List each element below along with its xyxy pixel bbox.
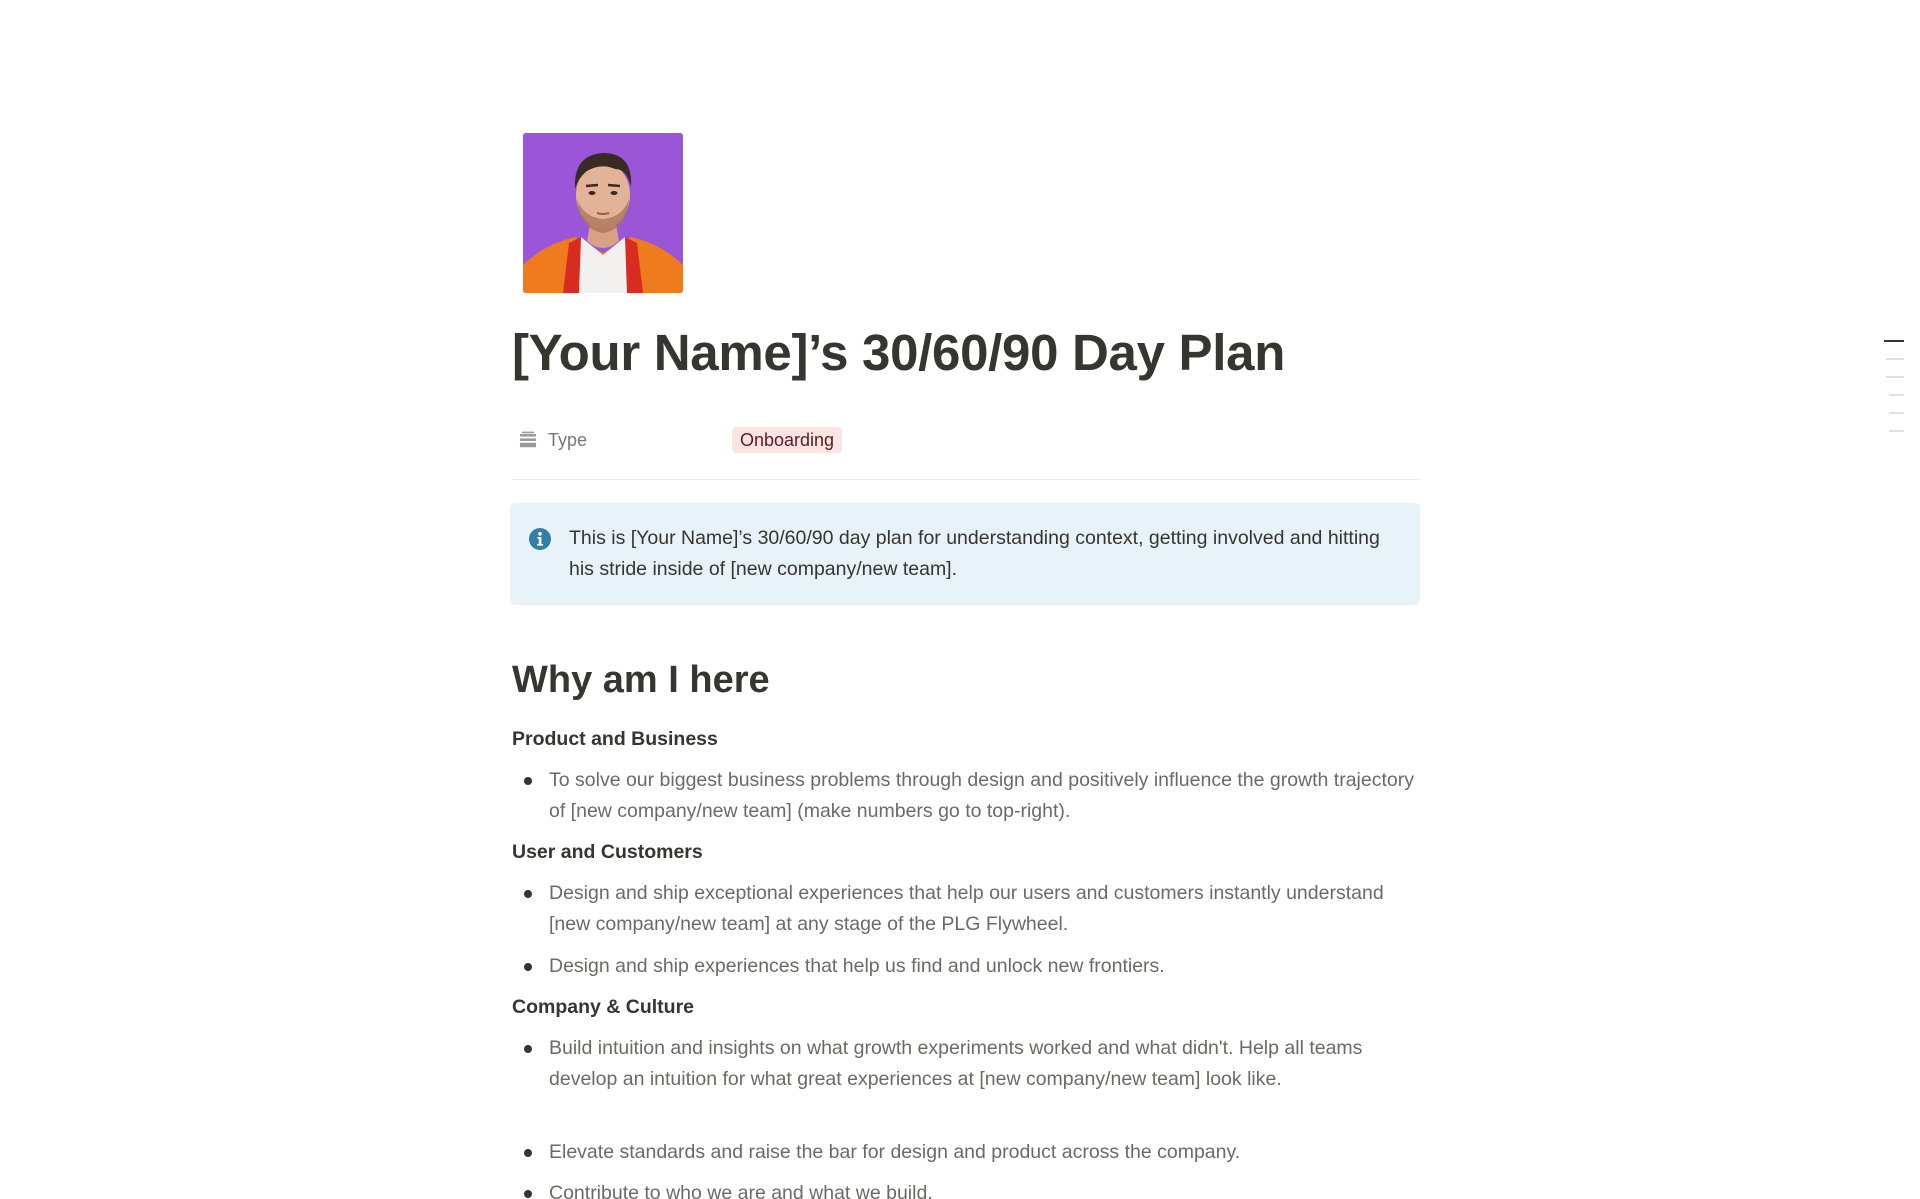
list-item-text: Design and ship exceptional experiences that help our users and customers instantly understand [new company/new team] at any stage of the PLG Flywheel.	[549, 882, 1384, 935]
table-of-contents-minimap[interactable]	[1880, 340, 1904, 448]
toc-entry[interactable]	[1889, 412, 1904, 414]
subheading-company-culture[interactable]: Company & Culture	[512, 996, 695, 1018]
list-icon	[518, 430, 538, 450]
list-item-text: Contribute to who we are and what we build.	[549, 1182, 933, 1199]
callout-text[interactable]: This is [Your Name]’s 30/60/90 day plan for understanding context, getting involved and hitting his stride inside of [new company/new team].	[569, 527, 1380, 580]
subheading-user-customers[interactable]: User and Customers	[512, 841, 703, 863]
list-item-text: To solve our biggest business problems through design and positively influence the growth trajectory of [new company/new team] (make numbers go to top-right).	[549, 769, 1414, 822]
status-badge[interactable]: Onboarding	[732, 427, 842, 453]
toc-entry[interactable]	[1886, 358, 1904, 360]
property-label: Type	[548, 429, 588, 450]
toc-entry[interactable]	[1889, 394, 1904, 396]
list-item-text: Design and ship experiences that help us find and unlock new frontiers.	[549, 955, 1165, 977]
bullet-dot-icon	[524, 1149, 532, 1157]
bullet-dot-icon	[524, 777, 532, 785]
list-item-text: Elevate standards and raise the bar for design and product across the company.	[549, 1141, 1241, 1163]
bullet-dot-icon	[524, 1045, 532, 1053]
page-title[interactable]: [Your Name]’s 30/60/90 Day Plan	[512, 324, 1286, 381]
info-icon	[528, 527, 552, 551]
bullet-dot-icon	[524, 890, 532, 898]
callout-block[interactable]	[510, 503, 1420, 605]
property-row-type[interactable]	[512, 426, 1420, 454]
section-heading[interactable]: Why am I here	[512, 659, 770, 701]
subheading-product-business[interactable]: Product and Business	[512, 728, 718, 750]
person-photo-icon	[523, 133, 683, 293]
bullet-dot-icon	[524, 1190, 532, 1198]
bullet-dot-icon	[524, 963, 532, 971]
divider	[512, 479, 1420, 480]
list-item[interactable]	[512, 1178, 1420, 1199]
list-item-text: Build intuition and insights on what growth experiments worked and what didn't. Help all teams develop an intuition for what great experiences at [new company/new team] look like.	[549, 1037, 1363, 1090]
toc-entry[interactable]	[1889, 430, 1904, 432]
property-name[interactable]	[512, 430, 732, 451]
page-icon-avatar[interactable]	[523, 133, 683, 293]
toc-entry[interactable]	[1886, 376, 1904, 378]
toc-entry[interactable]	[1884, 340, 1904, 342]
